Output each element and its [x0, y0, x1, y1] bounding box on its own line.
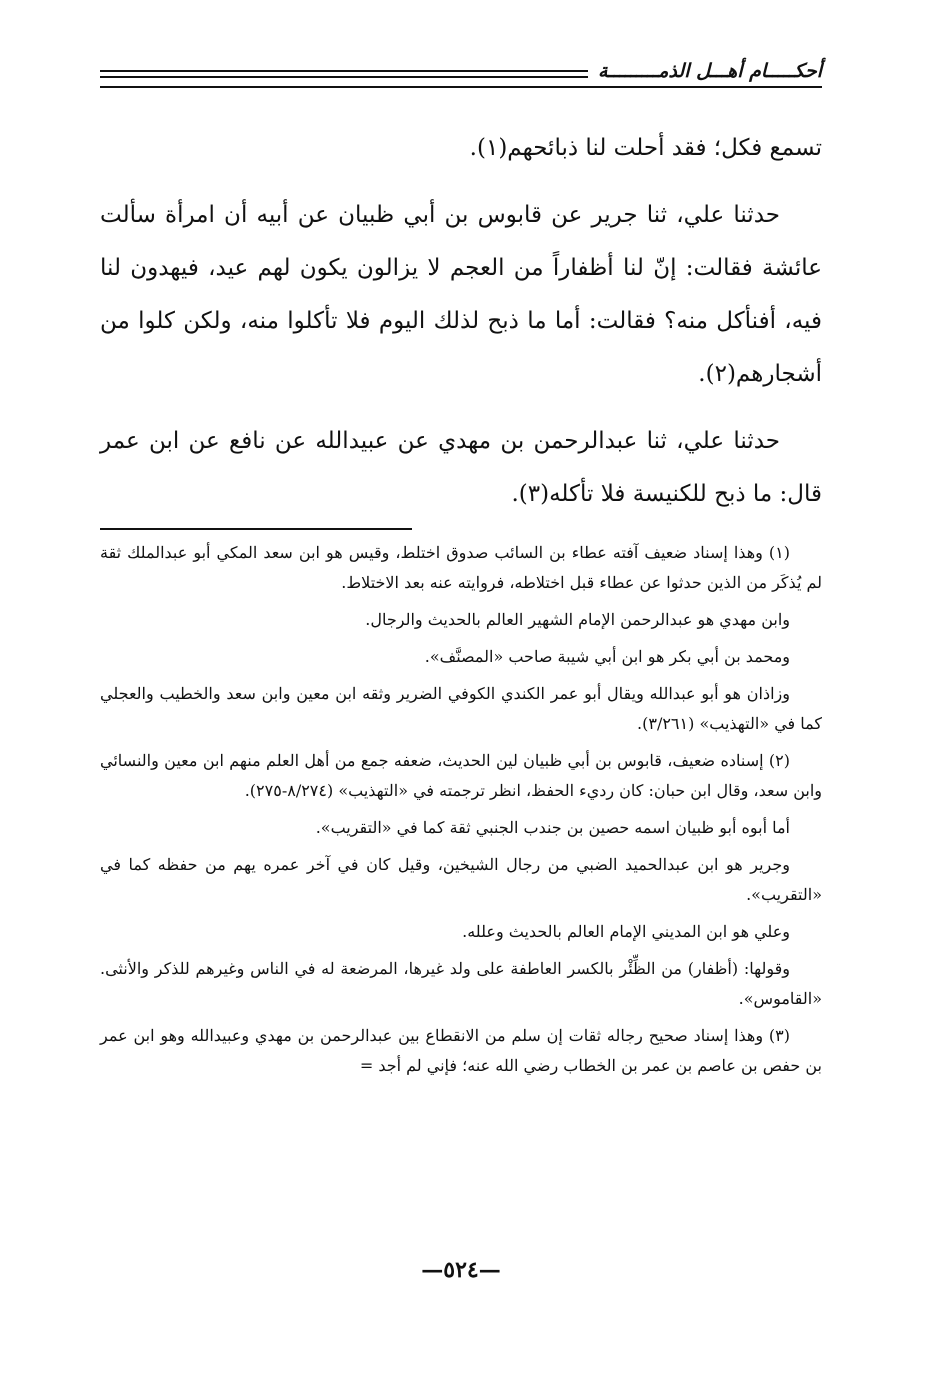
footnotes [100, 538, 822, 1088]
footnote: وجرير هو ابن عبدالحميد الضبي من رجال الشيخين، وقيل كان في آخر عمره يهم من حفظه كما في «التقريب». [100, 855, 822, 904]
main-paragraph: تسمع فكل؛ فقد أحلت لنا ذبائحهم(١). [469, 135, 822, 161]
main-paragraph: حدثنا علي، ثنا جرير عن قابوس بن أبي ظبيان عن أبيه أن امرأة سألت عائشة فقالت: إنّ لنا أظفاراً من العجم لا يزالون يكون لهم عيد، فيهدون لنا فيه، أفنأكل منه؟ فقالت: أما ما ذبح لذلك اليوم فلا تأكلوا منه، ولكن كلوا من أشجارهم(٢). [100, 202, 822, 387]
page-number: —٥٢٤— [421, 1257, 501, 1283]
footnote: (١) وهذا إسناد ضعيف آفته عطاء بن السائب صدوق اختلط، وقيس هو ابن سعد المكي أبو عبدالملك ثقة لم يُذكَر من الذين حدثوا عن عطاء قبل اختلاطه، فروايته عنه بعد الاختلاط. [100, 543, 822, 592]
footnote: (٣) وهذا إسناد صحيح رجاله ثقات إن سلم من الانقطاع بين عبدالرحمن بن مهدي وعبيدالله وهو ابن عمر بن حفص بن عاصم بن عمر بن الخطاب رضي الله عنه؛ فإني لم أجد = [100, 1026, 822, 1075]
main-paragraph: حدثنا علي، ثنا عبدالرحمن بن مهدي عن عبيدالله عن نافع عن ابن عمر قال: ما ذبح للكنيسة فلا تأكله(٣). [100, 428, 822, 507]
footnote: وزاذان هو أبو عبدالله ويقال أبو عمر الكندي الكوفي الضرير وثقه ابن معين وابن سعد والخطيب والعجلي كما في «التهذيب» (٣/٢٦١). [100, 684, 822, 733]
footnote: وقولها: (أظفار) من الظِّئْر بالكسر العاطفة على ولد غيرها، المرضعة له في الناس وغيرهم للذكر والأنثى. «القاموس». [100, 959, 822, 1008]
footnote: وابن مهدي هو عبدالرحمن الإمام الشهير العالم بالحديث والرجال. [365, 610, 790, 629]
footnote: ومحمد بن أبي بكر هو ابن أبي شيبة صاحب «المصنَّف». [424, 647, 790, 666]
book-page [100, 0, 822, 1373]
footnote: (٢) إسناده ضعيف، قابوس بن أبي ظبيان لين الحديث، ضعفه جمع من أهل العلم منهم ابن معين والنسائي وابن سعد، وقال ابن حبان: كان رديء الحفظ، انظر ترجمته في «التهذيب» (٨/٢٧٤-٢٧٥). [100, 751, 822, 800]
footnote-separator [100, 528, 412, 530]
header-rule [100, 70, 590, 72]
book-title: أحكـــــام أهـــل الذمـــــــــة [588, 58, 822, 84]
header-rule [100, 86, 822, 88]
main-text [100, 122, 822, 535]
header-rule [100, 76, 590, 78]
running-header [100, 58, 822, 88]
footnote: وعلي هو ابن المديني الإمام العالم بالحديث وعلله. [462, 922, 790, 941]
footnote: أما أبوه أبو ظبيان اسمه حصين بن جندب الجنبي ثقة كما في «التقريب». [315, 818, 790, 837]
